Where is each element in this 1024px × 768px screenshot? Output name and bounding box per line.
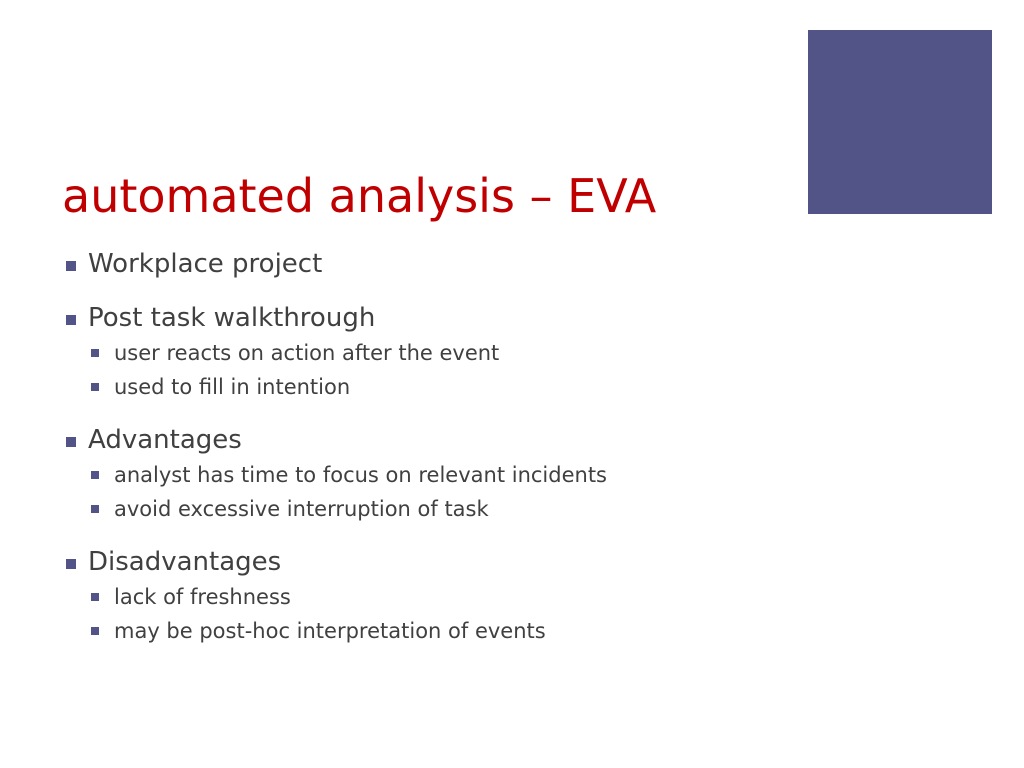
square-bullet-icon (91, 505, 99, 513)
bullet-text: Disadvantages (88, 547, 282, 577)
sub-bullet-text: may be post-hoc interpretation of events (114, 619, 546, 643)
square-bullet-icon (91, 627, 99, 635)
sub-bullet-item (64, 580, 964, 614)
accent-block (808, 30, 992, 214)
sub-bullet-item (64, 370, 964, 404)
sub-bullet-text: lack of freshness (114, 585, 291, 609)
sub-bullet-text: user reacts on action after the event (114, 341, 500, 365)
sub-bullet-item (64, 458, 964, 492)
sub-bullet-item (64, 336, 964, 370)
bullet-item (64, 544, 964, 580)
slide-title: automated analysis – EVA (62, 169, 657, 223)
sub-bullet-item (64, 614, 964, 648)
bullet-text: Advantages (88, 425, 242, 455)
square-bullet-icon (91, 383, 99, 391)
bullet-text: Post task walkthrough (88, 303, 376, 333)
square-bullet-icon (91, 471, 99, 479)
square-bullet-icon (66, 437, 76, 447)
sub-bullet-text: avoid excessive interruption of task (114, 497, 489, 521)
square-bullet-icon (66, 261, 76, 271)
sub-bullet-text: used to fill in intention (114, 375, 351, 399)
sub-bullet-text: analyst has time to focus on relevant incidents (114, 463, 607, 487)
bullet-item (64, 246, 964, 282)
square-bullet-icon (66, 559, 76, 569)
square-bullet-icon (91, 349, 99, 357)
square-bullet-icon (91, 593, 99, 601)
bullet-list (64, 246, 964, 648)
sub-bullet-item (64, 492, 964, 526)
bullet-item (64, 422, 964, 458)
bullet-text: Workplace project (88, 249, 323, 279)
bullet-item (64, 300, 964, 336)
square-bullet-icon (66, 315, 76, 325)
